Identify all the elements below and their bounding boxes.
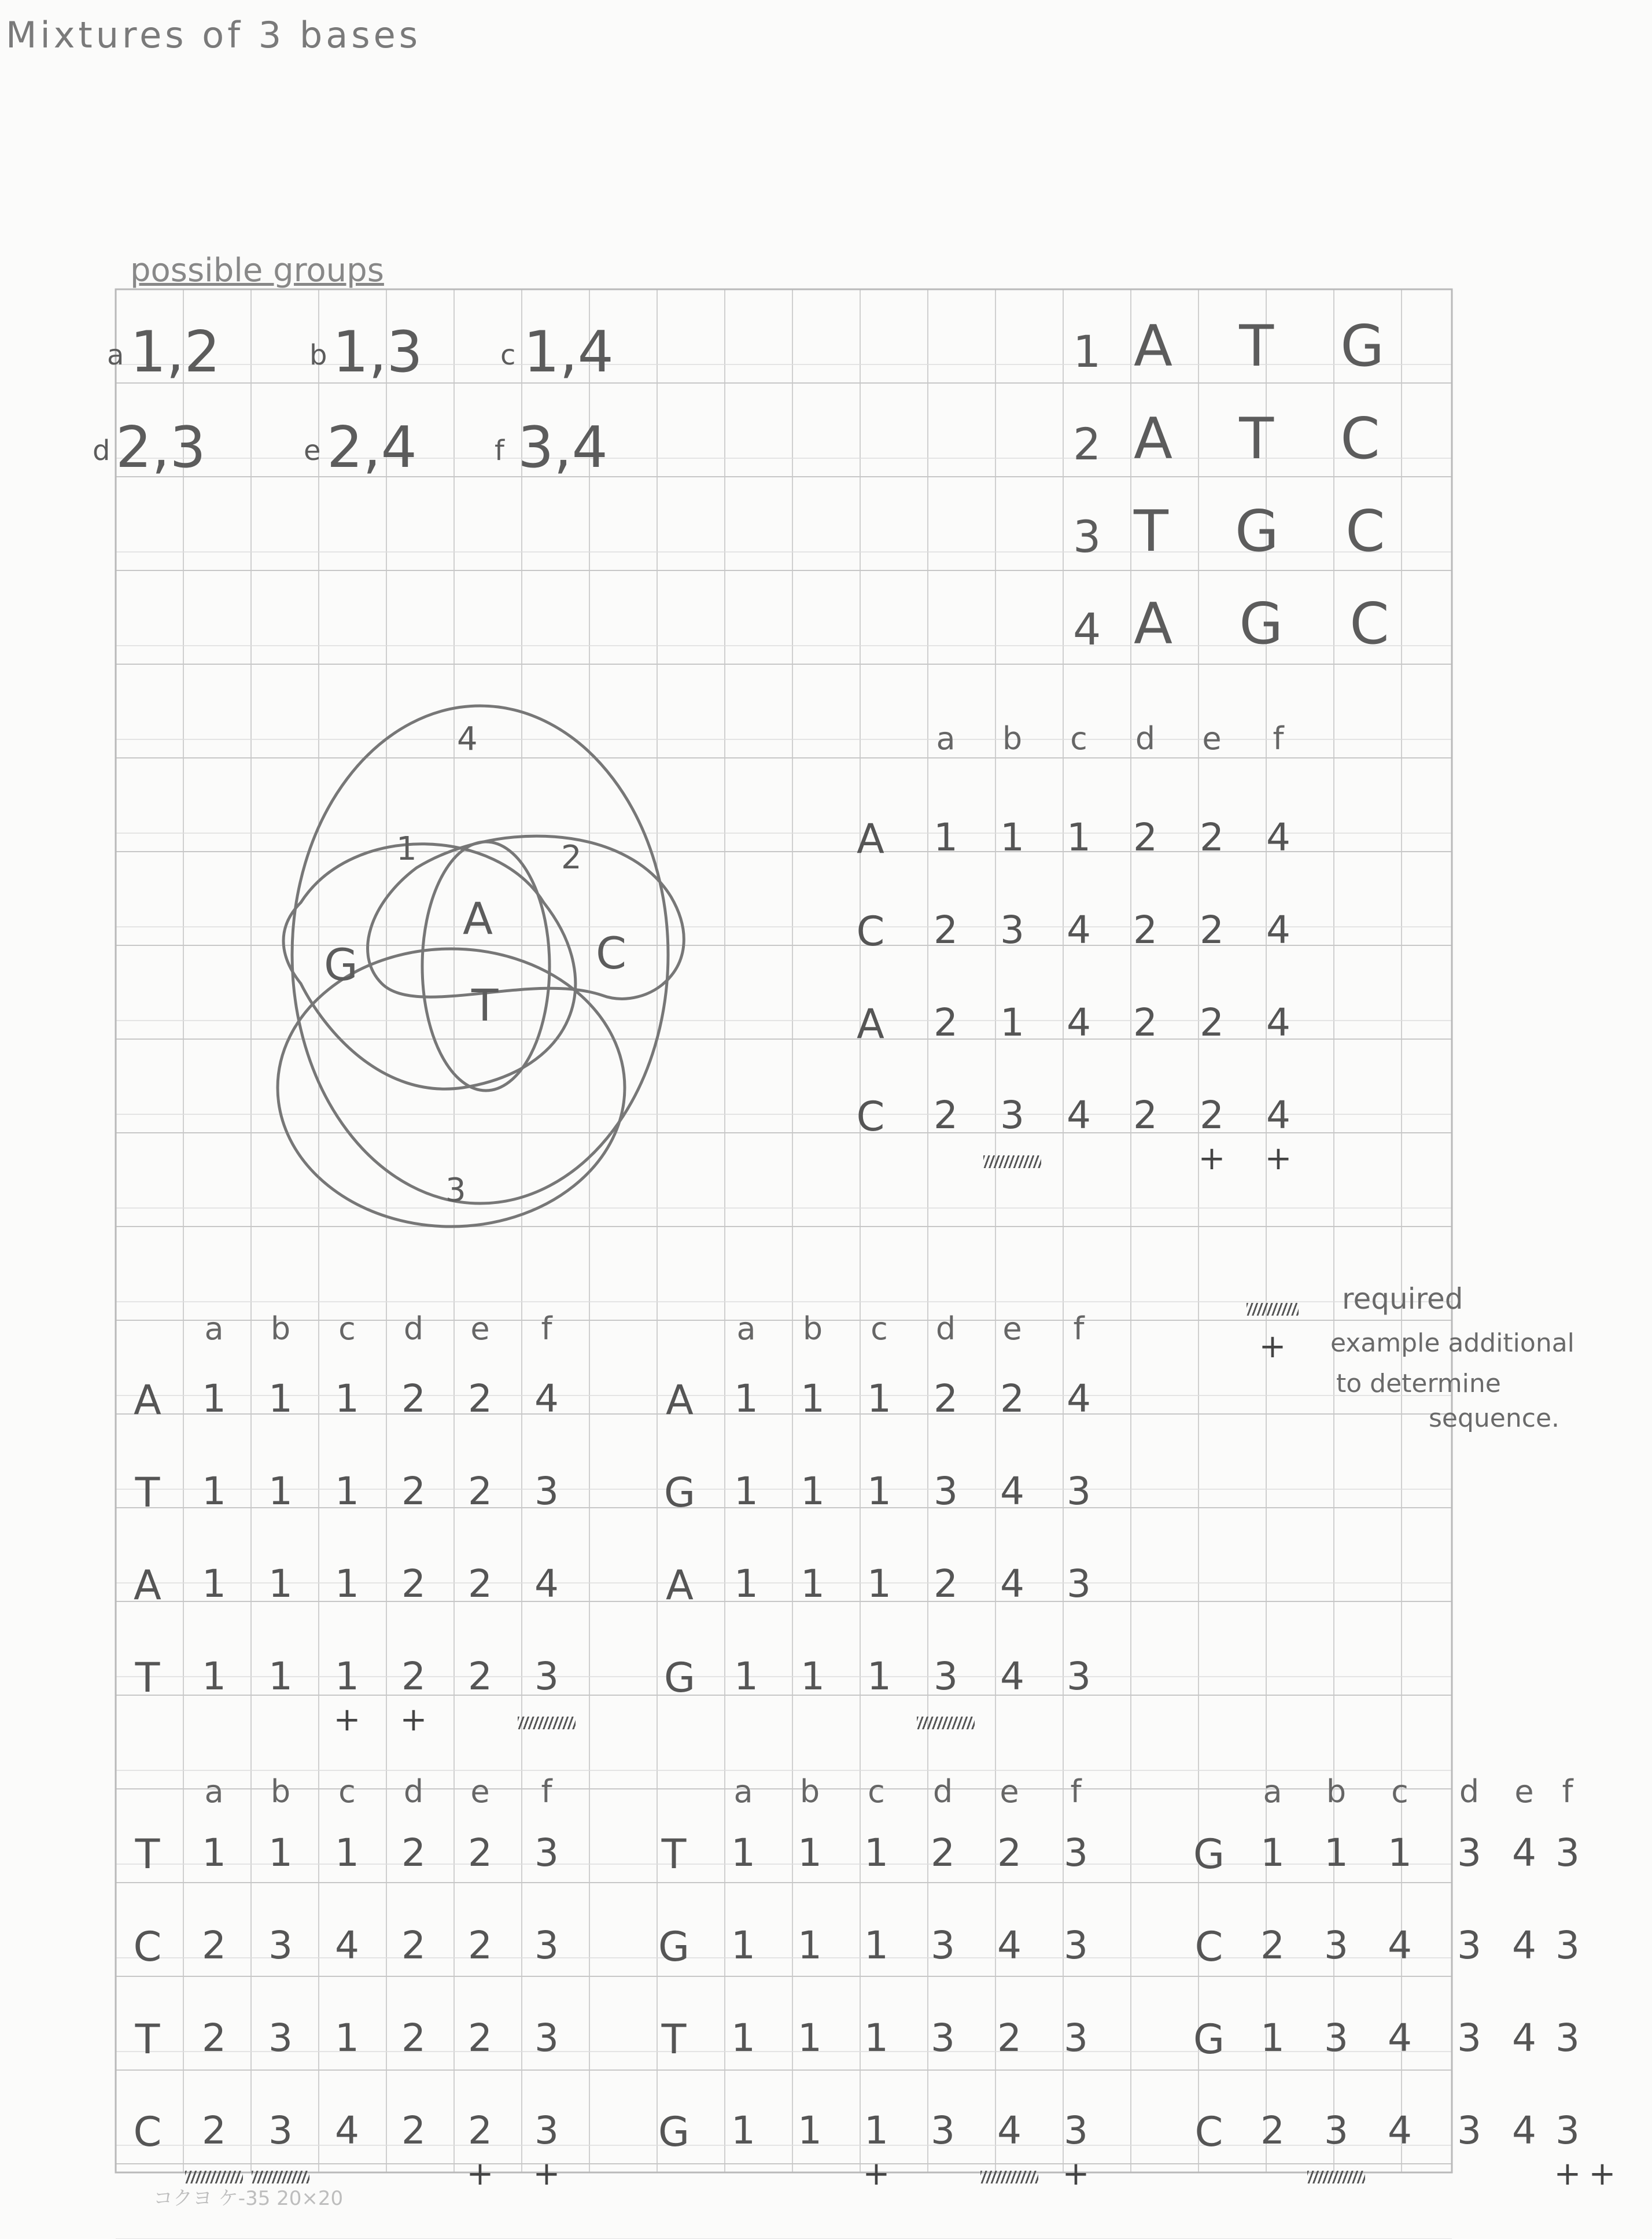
table-cell: 3	[931, 1923, 955, 1968]
table-cell: 1	[1260, 1831, 1285, 1875]
row-base: C	[1194, 1923, 1223, 1971]
table-cell: 2	[997, 2016, 1022, 2060]
table-cell: 4	[1266, 1000, 1290, 1045]
row-base: A	[857, 815, 884, 863]
plus-mark: +	[400, 1701, 427, 1739]
table-cell: 2	[1260, 2108, 1285, 2153]
column-label: d	[403, 1773, 424, 1810]
table-cell: 2	[401, 1831, 426, 1875]
table-cell: 1	[864, 1923, 888, 1968]
footer-brand: コクヨ ケ-35 20×20	[153, 2187, 344, 2210]
hatch-mark	[1307, 2171, 1365, 2183]
row-base: C	[133, 1923, 162, 1971]
table-cell: 3	[1000, 1093, 1024, 1137]
group-label: a	[107, 339, 124, 371]
group-pair: 1,4	[523, 319, 614, 385]
table-cell: 4	[1388, 2016, 1412, 2060]
row-base: G	[663, 1469, 696, 1516]
table-cell: 1	[798, 1831, 822, 1875]
row-base: T	[135, 1831, 160, 1878]
table-cell: 1	[864, 1831, 888, 1875]
table-cell: 3	[268, 1923, 293, 1968]
table-cell: 1	[335, 1376, 359, 1421]
table-cell: 1	[268, 1562, 293, 1606]
row-base: C	[856, 1093, 885, 1140]
column-label: a	[733, 1773, 753, 1810]
table-cell: 1	[335, 1831, 359, 1875]
mixture-bases: A T G	[1134, 314, 1409, 380]
table-cell: 1	[731, 2108, 755, 2153]
row-base: T	[661, 1831, 687, 1878]
table-cell: 4	[1512, 1923, 1536, 1968]
table-cell: 1	[202, 1831, 226, 1875]
plus-mark: +	[1198, 1140, 1226, 1177]
table-cell: 1	[268, 1654, 293, 1699]
table-cell: 2	[202, 2016, 226, 2060]
table-cell: 2	[468, 1831, 492, 1875]
hatch-mark	[980, 2171, 1038, 2183]
column-label: e	[1202, 720, 1222, 757]
table-cell: 1	[268, 1831, 293, 1875]
table-cell: 4	[1067, 1093, 1091, 1137]
row-base: G	[658, 1923, 690, 1971]
venn-region-label: G	[324, 939, 358, 990]
column-label: a	[204, 1773, 224, 1810]
row-base: C	[856, 908, 885, 955]
mixture-bases: T G C	[1134, 499, 1410, 565]
table-cell: 2	[468, 1376, 492, 1421]
table-cell: 1	[1324, 1831, 1348, 1875]
column-label: c	[868, 1773, 885, 1810]
table-cell: 2	[468, 1469, 492, 1513]
venn-center	[422, 842, 550, 1091]
table-cell: 4	[335, 1923, 359, 1968]
group-label: c	[500, 339, 516, 371]
legend-plus: +	[1259, 1328, 1286, 1365]
legend-to-determine: to determine	[1336, 1369, 1501, 1398]
table-cell: 1	[734, 1562, 758, 1606]
column-label: c	[1391, 1773, 1408, 1810]
table-cell: 4	[1067, 1000, 1091, 1045]
table-cell: 3	[534, 1469, 559, 1513]
plus-mark: +	[862, 2155, 890, 2193]
table-cell: 2	[1200, 1000, 1224, 1045]
column-label: e	[1000, 1773, 1019, 1810]
column-label: b	[1002, 720, 1023, 757]
table-cell: 3	[1067, 1654, 1091, 1699]
row-base: A	[666, 1562, 694, 1609]
table-cell: 1	[867, 1469, 891, 1513]
venn-set-label: 1	[396, 830, 417, 868]
table-cell: 3	[534, 2016, 559, 2060]
hatch-mark	[983, 1155, 1041, 1168]
table-cell: 3	[1324, 1923, 1348, 1968]
table-cell: 2	[468, 1923, 492, 1968]
hatch-mark	[185, 2171, 243, 2183]
table-cell: 2	[1200, 815, 1224, 860]
legend-example: example additional	[1330, 1328, 1574, 1358]
group-label: e	[304, 434, 321, 467]
plus-mark: +	[1588, 2155, 1616, 2193]
table-cell: 4	[1388, 1923, 1412, 1968]
column-label: b	[799, 1773, 820, 1810]
column-label: b	[1326, 1773, 1347, 1810]
column-label: d	[1459, 1773, 1480, 1810]
column-label: f	[1070, 1773, 1082, 1810]
table-cell: 4	[997, 2108, 1022, 2153]
table-cell: 4	[1000, 1469, 1024, 1513]
table-cell: 1	[1260, 2016, 1285, 2060]
table-cell: 2	[934, 1093, 958, 1137]
table-cell: 2	[202, 1923, 226, 1968]
venn-set-label: 2	[561, 839, 582, 877]
column-label: b	[270, 1310, 291, 1347]
table-cell: 1	[335, 2016, 359, 2060]
table-cell: 1	[934, 815, 958, 860]
table-cell: 2	[934, 908, 958, 952]
table-cell: 3	[1555, 2016, 1580, 2060]
legend-required: required	[1342, 1282, 1463, 1316]
table-cell: 3	[1064, 1923, 1088, 1968]
table-cell: 1	[867, 1654, 891, 1699]
table-cell: 3	[534, 1923, 559, 1968]
column-label: a	[936, 720, 956, 757]
column-label: f	[1073, 1310, 1085, 1347]
table-cell: 1	[202, 1469, 226, 1513]
column-label: f	[541, 1773, 552, 1810]
table-cell: 2	[1133, 1093, 1157, 1137]
row-base: C	[1194, 2108, 1223, 2156]
column-label: c	[338, 1310, 356, 1347]
column-label: d	[932, 1773, 953, 1810]
row-base: G	[663, 1654, 696, 1702]
column-label: e	[470, 1773, 490, 1810]
hatch-mark	[252, 2171, 309, 2183]
table-cell: 2	[1133, 815, 1157, 860]
table-cell: 3	[1457, 2016, 1481, 2060]
table-cell: 3	[1064, 2016, 1088, 2060]
table-cell: 2	[1133, 908, 1157, 952]
plus-mark: +	[1062, 2155, 1090, 2193]
table-cell: 1	[202, 1654, 226, 1699]
table-cell: 2	[468, 1654, 492, 1699]
table-cell: 2	[1260, 1923, 1285, 1968]
group-label: d	[93, 434, 110, 467]
venn-set-label: 4	[457, 720, 478, 758]
table-cell: 1	[798, 1923, 822, 1968]
group-pair: 2,3	[116, 415, 206, 481]
table-cell: 3	[931, 2016, 955, 2060]
table-cell: 4	[1000, 1654, 1024, 1699]
table-cell: 1	[731, 2016, 755, 2060]
column-label: b	[270, 1773, 291, 1810]
table-cell: 1	[268, 1469, 293, 1513]
table-cell: 2	[401, 1923, 426, 1968]
column-label: e	[1514, 1773, 1534, 1810]
table-cell: 3	[1457, 1831, 1481, 1875]
table-cell: 2	[1200, 1093, 1224, 1137]
row-base: A	[134, 1562, 161, 1609]
table-cell: 2	[468, 1562, 492, 1606]
table-cell: 1	[867, 1376, 891, 1421]
row-base: T	[661, 2016, 687, 2063]
plus-mark: +	[533, 2155, 560, 2193]
row-base: A	[857, 1000, 884, 1048]
column-label: c	[871, 1310, 888, 1347]
table-cell: 3	[1064, 1831, 1088, 1875]
row-base: T	[135, 1654, 160, 1702]
table-cell: 3	[534, 1654, 559, 1699]
table-cell: 3	[931, 2108, 955, 2153]
row-base: A	[134, 1376, 161, 1424]
table-cell: 3	[934, 1654, 958, 1699]
column-label: d	[935, 1310, 956, 1347]
table-cell: 1	[867, 1562, 891, 1606]
group-label: f	[495, 434, 504, 467]
table-cell: 1	[268, 1376, 293, 1421]
legend-hatch	[1247, 1303, 1299, 1316]
table-cell: 1	[801, 1469, 825, 1513]
table-cell: 2	[934, 1376, 958, 1421]
group-pair: 3,4	[518, 415, 608, 481]
table-cell: 1	[734, 1376, 758, 1421]
table-cell: 3	[534, 2108, 559, 2153]
table-cell: 1	[731, 1831, 755, 1875]
hatch-mark	[518, 1717, 576, 1729]
table-cell: 2	[1200, 908, 1224, 952]
table-cell: 1	[731, 1923, 755, 1968]
plus-mark: +	[466, 2155, 494, 2193]
table-cell: 2	[202, 2108, 226, 2153]
mixture-bases: A G C	[1134, 591, 1414, 657]
table-cell: 2	[934, 1562, 958, 1606]
table-cell: 1	[1067, 815, 1091, 860]
table-cell: 3	[1555, 1831, 1580, 1875]
table-cell: 4	[1266, 908, 1290, 952]
hatch-mark	[917, 1717, 975, 1729]
table-cell: 1	[801, 1654, 825, 1699]
plus-mark: +	[1554, 2155, 1581, 2193]
table-cell: 3	[268, 2108, 293, 2153]
table-cell: 1	[864, 2016, 888, 2060]
table-cell: 3	[1000, 908, 1024, 952]
table-cell: 4	[997, 1923, 1022, 1968]
table-cell: 4	[1512, 2108, 1536, 2153]
mixture-number: 2	[1073, 418, 1101, 470]
plus-mark: +	[333, 1701, 361, 1739]
table-cell: 3	[1324, 2016, 1348, 2060]
table-cell: 1	[801, 1562, 825, 1606]
row-base: T	[135, 1469, 160, 1516]
table-cell: 2	[401, 1562, 426, 1606]
table-cell: 3	[1067, 1469, 1091, 1513]
plus-mark: +	[1264, 1140, 1292, 1177]
table-cell: 2	[1133, 1000, 1157, 1045]
group-pair: 1,2	[130, 319, 220, 385]
column-label: c	[1070, 720, 1087, 757]
table-cell: 4	[1512, 1831, 1536, 1875]
table-cell: 1	[798, 2108, 822, 2153]
table-cell: 3	[1067, 1562, 1091, 1606]
table-cell: 1	[1000, 1000, 1024, 1045]
table-cell: 2	[401, 1654, 426, 1699]
table-cell: 3	[934, 1469, 958, 1513]
venn-set-label: 3	[445, 1172, 466, 1209]
column-label: d	[1135, 720, 1156, 757]
venn-region-label: C	[596, 927, 627, 979]
table-cell: 4	[534, 1562, 559, 1606]
column-label: b	[802, 1310, 823, 1347]
table-cell: 1	[1000, 815, 1024, 860]
table-cell: 2	[401, 1376, 426, 1421]
row-base: A	[666, 1376, 694, 1424]
table-cell: 3	[534, 1831, 559, 1875]
table-cell: 3	[268, 2016, 293, 2060]
table-cell: 2	[1000, 1376, 1024, 1421]
table-cell: 2	[468, 2016, 492, 2060]
table-cell: 1	[798, 2016, 822, 2060]
table-cell: 3	[1457, 2108, 1481, 2153]
table-cell: 1	[202, 1376, 226, 1421]
column-label: c	[338, 1773, 356, 1810]
table-cell: 4	[335, 2108, 359, 2153]
table-cell: 4	[1067, 1376, 1091, 1421]
column-label: a	[736, 1310, 756, 1347]
table-cell: 3	[1555, 2108, 1580, 2153]
table-cell: 1	[801, 1376, 825, 1421]
column-label: f	[541, 1310, 552, 1347]
possible-groups-heading: possible groups	[130, 252, 384, 289]
table-cell: 4	[1266, 815, 1290, 860]
venn-region-label: A	[463, 893, 493, 944]
row-base: G	[1193, 2016, 1225, 2063]
table-cell: 3	[1324, 2108, 1348, 2153]
table-cell: 1	[734, 1469, 758, 1513]
table-cell: 1	[1388, 1831, 1412, 1875]
group-pair: 1,3	[333, 319, 423, 385]
column-label: e	[1002, 1310, 1022, 1347]
venn-region-label: T	[471, 979, 499, 1031]
table-cell: 2	[468, 2108, 492, 2153]
table-cell: 4	[1512, 2016, 1536, 2060]
column-label: e	[470, 1310, 490, 1347]
table-cell: 2	[997, 1831, 1022, 1875]
table-cell: 1	[335, 1469, 359, 1513]
page-title: Mixtures of 3 bases	[6, 14, 422, 56]
column-label: a	[204, 1310, 224, 1347]
row-base: G	[1193, 1831, 1225, 1878]
table-cell: 4	[1000, 1562, 1024, 1606]
table-cell: 2	[401, 2016, 426, 2060]
column-label: d	[403, 1310, 424, 1347]
table-cell: 3	[1457, 1923, 1481, 1968]
table-cell: 3	[1064, 2108, 1088, 2153]
table-cell: 2	[401, 2108, 426, 2153]
table-cell: 2	[401, 1469, 426, 1513]
row-base: T	[135, 2016, 160, 2063]
column-label: f	[1562, 1773, 1573, 1810]
table-cell: 2	[931, 1831, 955, 1875]
table-cell: 3	[1555, 1923, 1580, 1968]
table-cell: 1	[202, 1562, 226, 1606]
table-cell: 4	[1266, 1093, 1290, 1137]
table-cell: 4	[1388, 2108, 1412, 2153]
table-cell: 1	[734, 1654, 758, 1699]
table-cell: 1	[335, 1562, 359, 1606]
mixture-number: 1	[1073, 326, 1101, 377]
table-cell: 4	[534, 1376, 559, 1421]
legend-sequence: sequence.	[1429, 1404, 1560, 1433]
group-pair: 2,4	[327, 415, 417, 481]
mixture-bases: A T C	[1134, 406, 1404, 472]
table-cell: 4	[1067, 908, 1091, 952]
row-base: C	[133, 2108, 162, 2156]
mixture-number: 3	[1073, 511, 1101, 562]
column-label: f	[1273, 720, 1284, 757]
column-label: a	[1263, 1773, 1282, 1810]
table-cell: 1	[864, 2108, 888, 2153]
table-cell: 2	[934, 1000, 958, 1045]
mixture-number: 4	[1073, 603, 1101, 655]
table-cell: 1	[335, 1654, 359, 1699]
group-label: b	[309, 339, 327, 371]
row-base: G	[658, 2108, 690, 2156]
